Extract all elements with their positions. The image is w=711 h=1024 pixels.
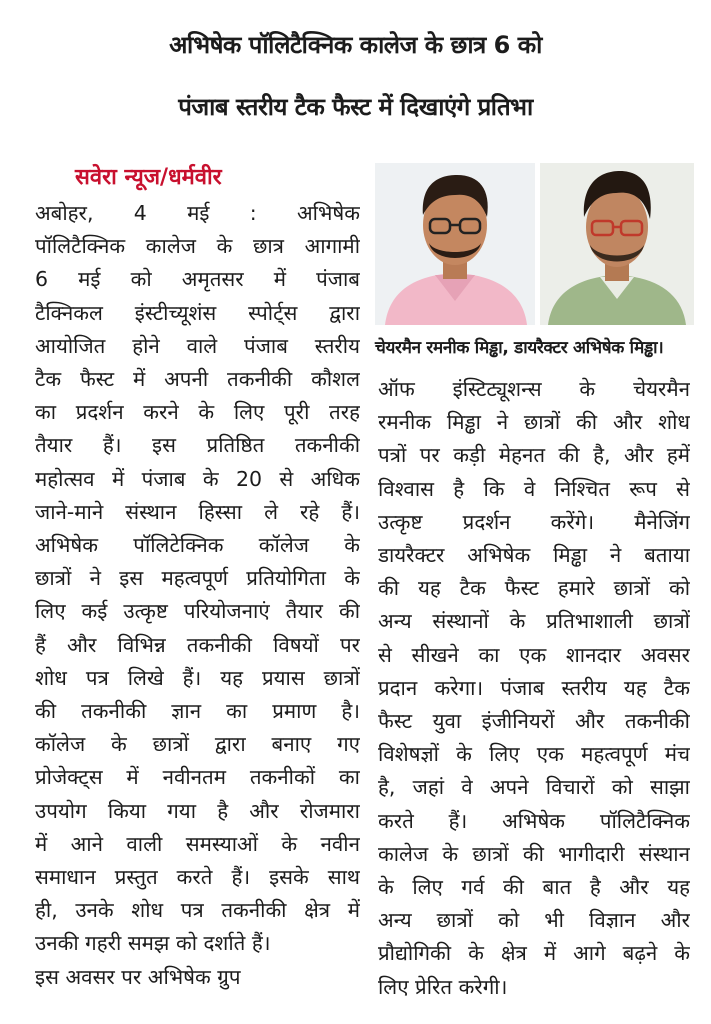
article-line: टैक्निकल इंस्टीच्यूशंस स्पोर्ट्स द्वारा — [35, 300, 360, 325]
article-line: 6 मई को अमृतसर में पंजाब — [35, 267, 360, 292]
article-line: विश्वास है कि वे निश्चित रूप से — [378, 476, 690, 501]
article-line: लिए कई उत्कृष्ट परियोजनाएं तैयार की — [35, 599, 360, 624]
article-line: रमनीक मिड्ढा ने छात्रों की और शोध — [378, 410, 690, 435]
article-line: अभिषेक पॉलिटेक्निक कॉलेज के — [35, 533, 360, 558]
article-line: अन्य छात्रों को भी विज्ञान और — [378, 908, 690, 933]
article-line: उत्कृष्ट प्रदर्शन करेंगे। मैनेजिंग — [378, 509, 690, 534]
article-line: महोत्सव में पंजाब के 20 से अधिक — [35, 466, 360, 491]
article-line: के लिए गर्व की बात है और यह — [378, 875, 690, 900]
left-column — [35, 197, 360, 994]
article-line: समाधान प्रस्तुत करते हैं। इसके साथ — [35, 865, 360, 890]
article-line: की यह टैक फैस्ट हमारे छात्रों को — [378, 576, 690, 601]
article-line: शोध पत्र लिखे हैं। यह प्रयास छात्रों — [35, 665, 360, 690]
article-line: प्रौद्योगिकी के क्षेत्र में आगे बढ़ने के — [378, 941, 690, 966]
director-portrait-image — [540, 163, 694, 325]
article-line: इस अवसर पर अभिषेक ग्रुप — [35, 964, 241, 989]
article-line: जाने-माने संस्थान हिस्सा ले रहे हैं। — [35, 499, 360, 524]
article-line: तैयार हैं। इस प्रतिष्ठित तकनीकी — [35, 433, 360, 458]
article-line: फैस्ट युवा इंजीनियरों और तकनीकी — [378, 709, 690, 734]
article-line: में आने वाली समस्याओं के नवीन — [35, 831, 360, 856]
right-column — [378, 373, 690, 1004]
article-line: आयोजित होने वाले पंजाब स्तरीय — [35, 333, 360, 358]
article-line: अबोहर, 4 मई : अभिषेक — [35, 201, 360, 225]
article-line: से सीखने का एक शानदार अवसर — [378, 642, 690, 667]
chairman-photo — [375, 163, 535, 325]
article-line: है, जहां वे अपने विचारों को साझा — [378, 775, 690, 800]
article-line: अन्य संस्थानों के प्रतिभाशाली छात्रों — [378, 609, 690, 634]
article-line: करते हैं। अभिषेक पॉलिटैक्निक — [378, 808, 690, 833]
article-line: टैक फैस्ट में अपनी तकनीकी कौशल — [35, 367, 360, 392]
article-line: का प्रदर्शन करने के लिए पूरी तरह — [35, 400, 360, 425]
article-line: पॉलिटैक्निक कालेज के छात्र आगामी — [35, 234, 360, 259]
article-line: विशेषज्ञों के लिए एक महत्वपूर्ण मंच — [378, 742, 690, 767]
article-line: प्रोजेक्ट्स में नवीनतम तकनीकों का — [35, 765, 360, 790]
director-photo — [540, 163, 694, 325]
photo-caption: चेयरमैन रमनीक मिड्ढा, डायरैक्टर अभिषेक मिड्ढा। — [375, 338, 664, 358]
article-line: कालेज के छात्रों की भागीदारी संस्थान — [378, 841, 690, 866]
article-line: कॉलेज के छात्रों द्वारा बनाए गए — [35, 732, 360, 757]
headline — [0, 0, 711, 150]
article-line: ऑफ इंस्टिट्यूशन्स के चेयरमैन — [378, 377, 690, 401]
article-line: की तकनीकी ज्ञान का प्रमाण है। — [35, 699, 360, 724]
headline-line-2: पंजाब स्तरीय टैक फैस्ट में दिखाएंगे प्रतिभा — [178, 93, 533, 121]
article-line: हैं और विभिन्न तकनीकी विषयों पर — [35, 632, 360, 657]
article-line: छात्रों ने इस महत्वपूर्ण प्रतियोगिता के — [35, 566, 360, 591]
article-line: डायरैक्टर अभिषेक मिड्ढा ने बताया — [378, 543, 690, 568]
article-line: प्रदान करेगा। पंजाब स्तरीय यह टैक — [378, 675, 690, 700]
article-line: ही, उनके शोध पत्र तकनीकी क्षेत्र में — [35, 898, 360, 923]
article-line: उपयोग किया गया है और रोजमारा — [35, 798, 360, 823]
headline-line-1: अभिषेक पॉलिटैक्निक कालेज के छात्र 6 को — [169, 31, 542, 59]
article-line: पत्रों पर कड़ी मेहनत की है, और हमें — [378, 443, 690, 468]
article-line: लिए प्रेरित करेगी। — [378, 974, 508, 999]
chairman-portrait-image — [375, 163, 535, 325]
byline: सवेरा न्यूज/धर्मवीर — [75, 165, 222, 190]
article-line: उनकी गहरी समझ को दर्शाते हैं। — [35, 931, 271, 956]
